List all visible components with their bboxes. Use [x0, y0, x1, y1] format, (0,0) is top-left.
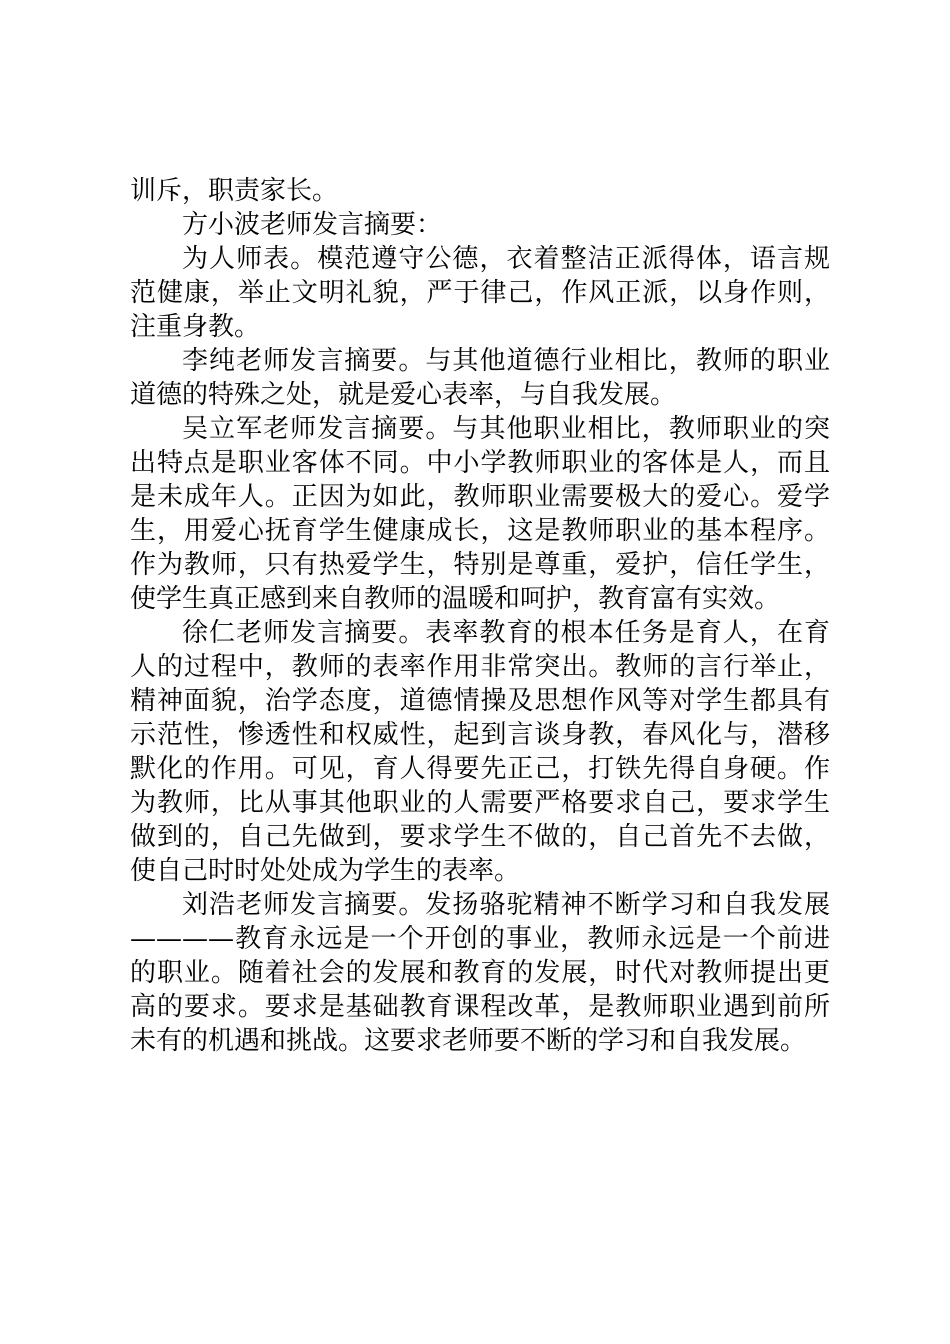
- paragraph-fang-content: 为人师表。模范遵守公德，衣着整洁正派得体，语言规范健康，举止文明礼貌，严于律己，作风正派，以身作则，注重身教。: [130, 244, 830, 342]
- paragraph-wu-lijun: 吴立军老师发言摘要。与其他职业相比，教师职业的突出特点是职业客体不同。中小学教师职业的客体是人，而且是未成年人。正因为如此，教师职业需要极大的爱心。爱学生，用爱心抚育学生健康成长，这是教师职业的基本程序。作为教师，只有热爱学生，特别是尊重，爱护，信任学生，使学生真正感到来自教师的温暖和呵护，教育富有实效。: [130, 414, 830, 614]
- paragraph-li-chun: 李纯老师发言摘要。与其他道德行业相比，教师的职业道德的特殊之处，就是爱心表率，与自我发展。: [130, 346, 830, 410]
- paragraph-fang-heading: 方小波老师发言摘要：: [182, 210, 443, 240]
- paragraph-continuation: 训斥，职责家长。: [130, 176, 339, 206]
- paragraph-liu-hao: 刘浩老师发言摘要。发扬骆驼精神不断学习和自我发展————教育永远是一个开创的事业，教师永远是一个前进的职业。随着社会的发展和教育的发展，时代对教师提出更高的要求。要求是基础教育课程改革，是教师职业遇到前所未有的机遇和挑战。这要求老师要不断的学习和自我发展。: [130, 890, 830, 1056]
- paragraph-xu-ren: 徐仁老师发言摘要。表率教育的根本任务是育人，在育人的过程中，教师的表率作用非常突出。教师的言行举止，精神面貌，治学态度，道德情操及思想作风等对学生都具有示范性，惨透性和权威性，起到言谈身教，春风化与，潜移默化的作用。可见，育人得要先正己，打铁先得自身硬。作为教师，比从事其他职业的人需要严格要求自己，要求学生做到的，自己先做到，要求学生不做的，自己首先不去做，使自己时时处处成为学生的表率。: [130, 618, 830, 886]
- document-body: [130, 174, 830, 1058]
